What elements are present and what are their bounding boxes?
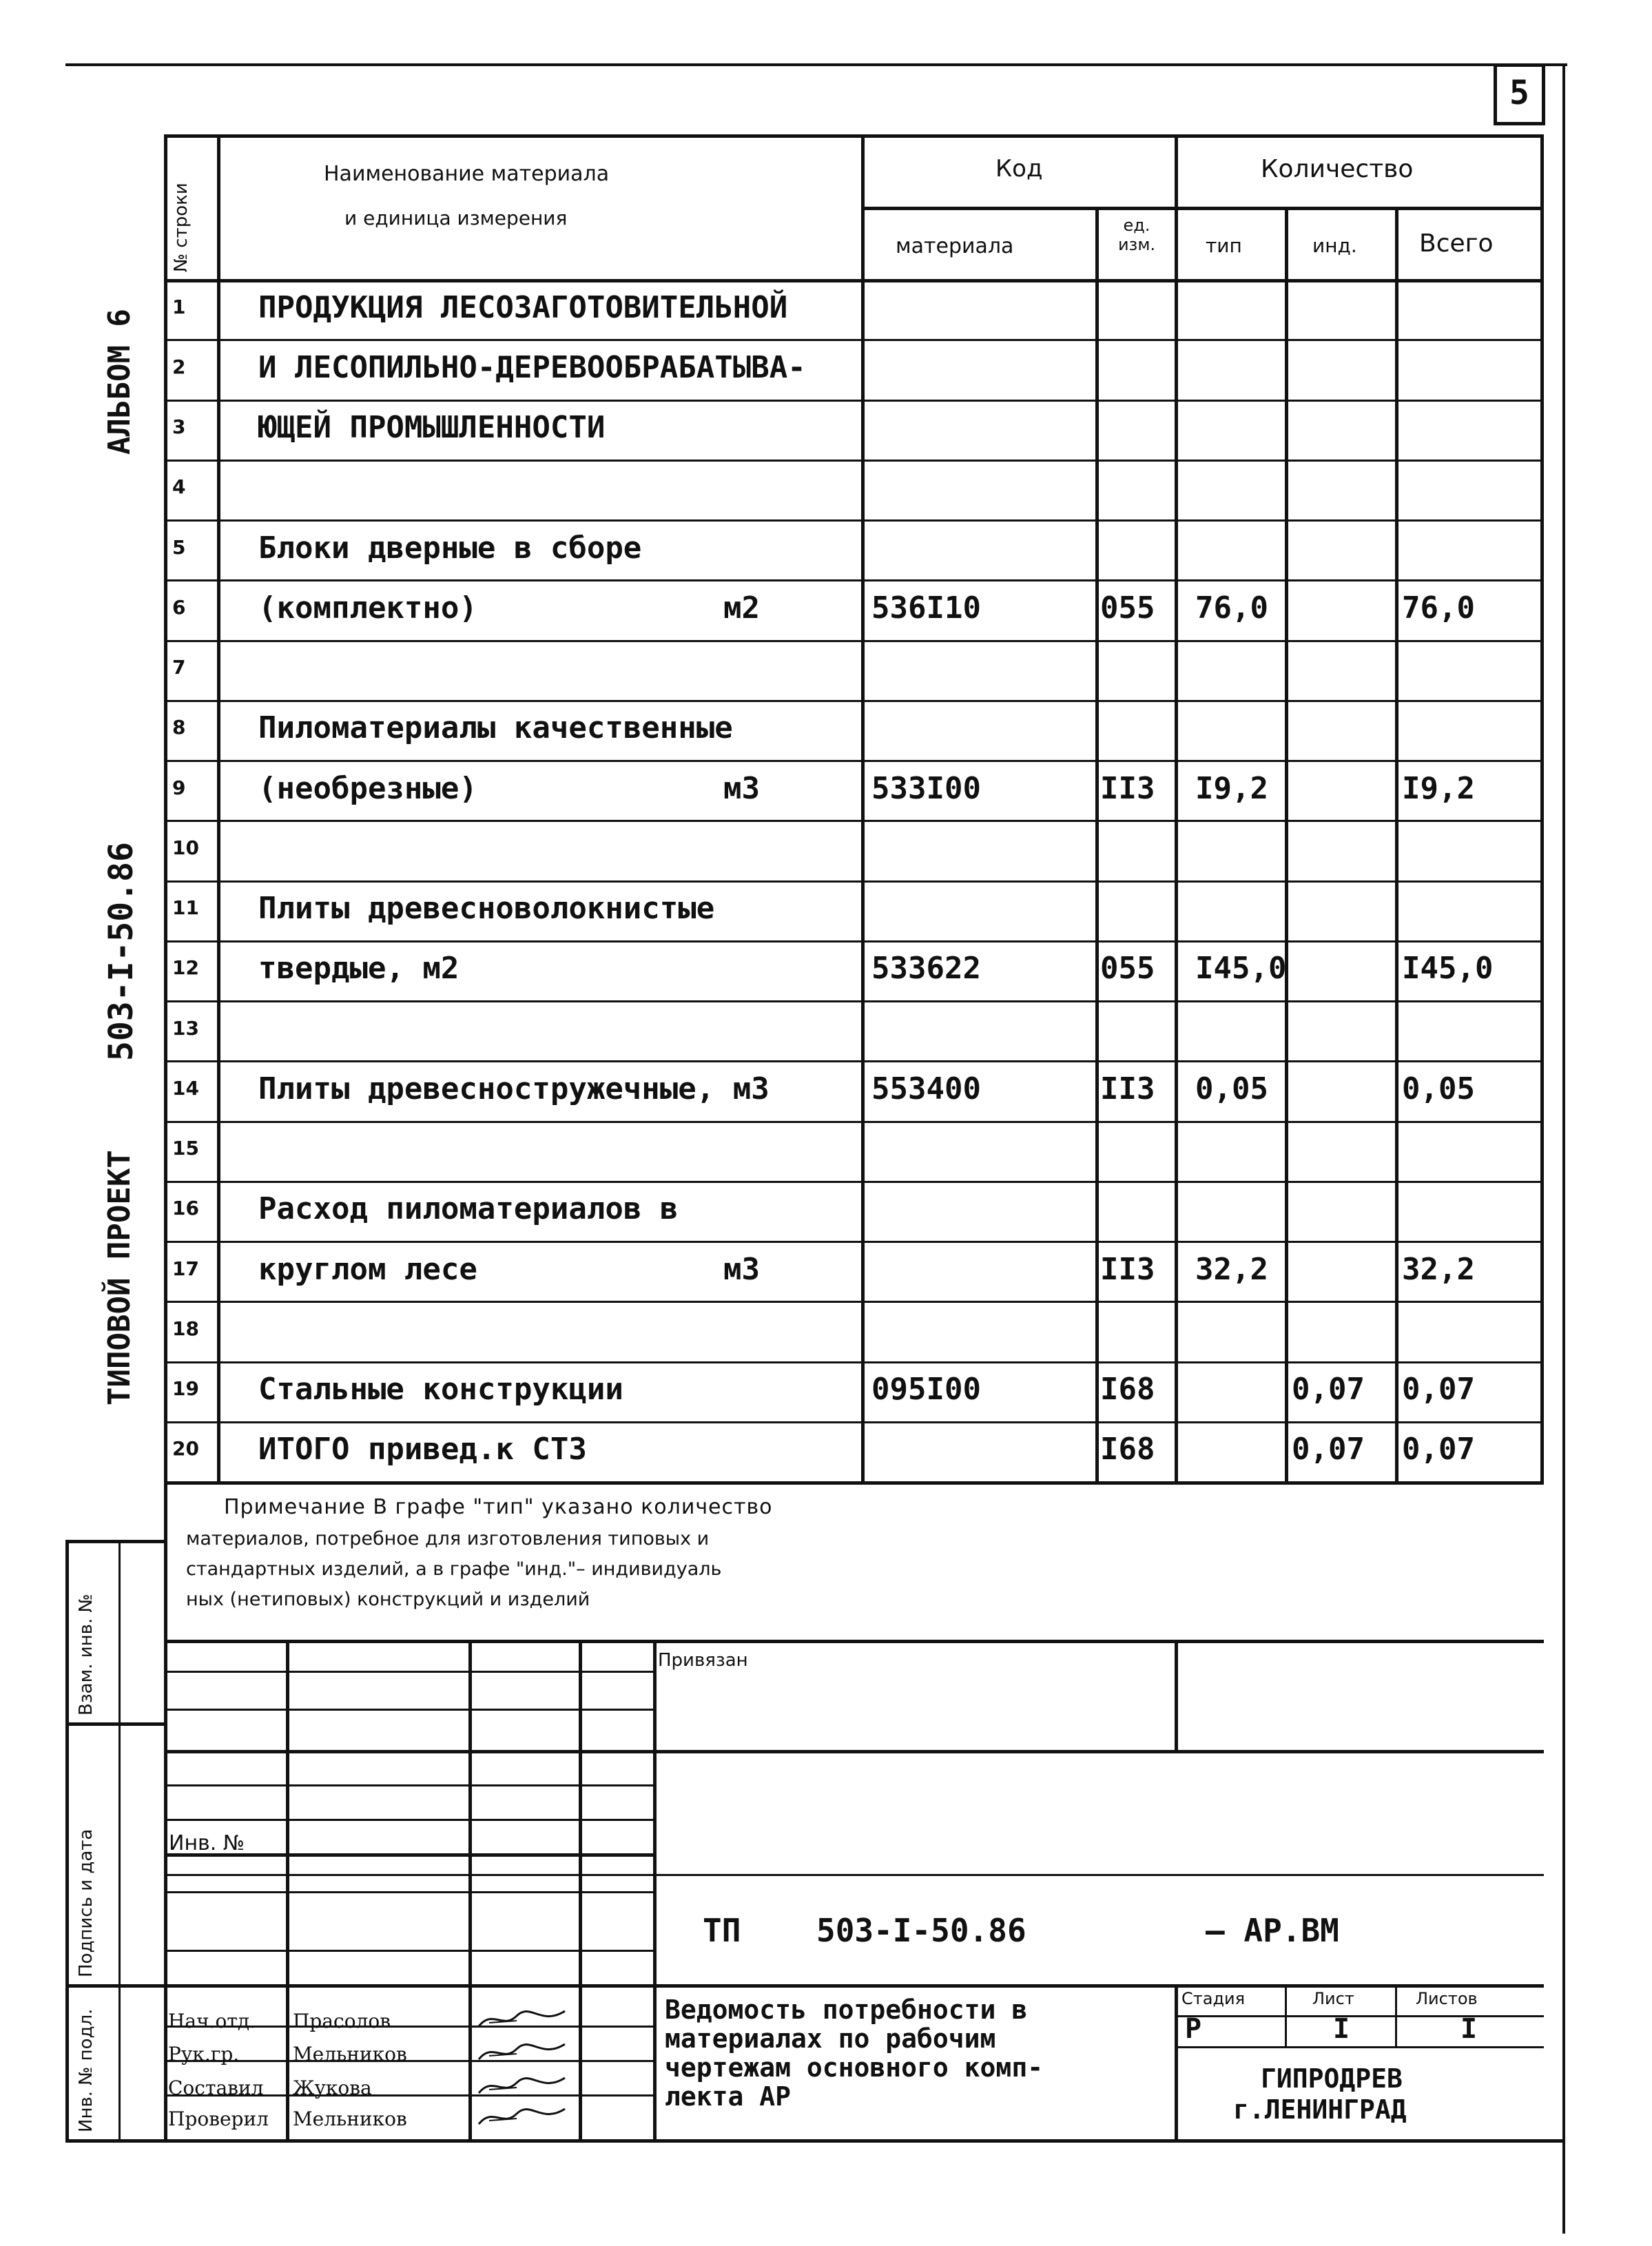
- cell-n: 8: [172, 716, 186, 739]
- doc-code-number: 503-I-50.86: [816, 1912, 1026, 1949]
- cell-code: 533I00: [871, 771, 981, 806]
- cell-n: 15: [172, 1137, 199, 1160]
- list-label: Лист: [1312, 1989, 1354, 2008]
- cell-typ: 32,2: [1195, 1252, 1268, 1287]
- inv-orig-label: Инв. № подл.: [76, 2008, 96, 2132]
- signatory-role: Нач.отд.: [168, 2010, 256, 2032]
- signature-mark: [475, 2006, 572, 2036]
- cell-typ: 76,0: [1195, 590, 1268, 626]
- page-number-box: [1494, 63, 1545, 125]
- stamp-rule-4: [164, 1984, 1544, 1988]
- stamp-col-1: [286, 1640, 289, 2143]
- cell-n: 11: [172, 896, 199, 919]
- cell-n: 4: [172, 475, 186, 498]
- row-number-header: № строки: [171, 183, 192, 272]
- cell-unit: м3: [723, 1252, 760, 1287]
- privyazan-label: Привязан: [658, 1650, 748, 1671]
- note-line-4: ных (нетиповых) конструкций и изделий: [186, 1589, 590, 1610]
- project-type-label: ТИПОВОЙ ПРОЕКТ: [102, 1150, 137, 1405]
- cell-ucode: 055: [1100, 590, 1155, 626]
- cell-typ: I45,0: [1195, 951, 1287, 986]
- cell-name: (необрезные): [258, 771, 477, 806]
- cell-n: 18: [172, 1317, 199, 1340]
- project-code-label: 503-I-50.86: [102, 842, 141, 1061]
- header-mid-rule: [861, 207, 1544, 210]
- stamp-stadia-col-2: [1395, 1984, 1397, 2046]
- stamp-rule-2: [164, 1750, 1544, 1753]
- inv-no-label: Инв. №: [169, 1831, 245, 1855]
- cell-n: 13: [172, 1017, 199, 1040]
- table-bottom-rule: [164, 1481, 1544, 1485]
- code-unit-header: ед. изм.: [1117, 216, 1156, 254]
- cell-name: ЮЩЕЙ ПРОМЫШЛЕННОСТИ: [258, 410, 606, 445]
- col-sep-ind: [1395, 207, 1398, 1485]
- row-rule: [164, 460, 1544, 462]
- cell-name: Стальные конструкции: [258, 1372, 623, 1407]
- cell-n: 1: [172, 296, 186, 318]
- signatory-name: Жукова: [293, 2077, 372, 2099]
- side-left-border: [65, 1540, 69, 2143]
- cell-n: 16: [172, 1197, 199, 1219]
- code-material-header: материала: [896, 234, 1014, 258]
- cell-name: (комплектно): [258, 590, 477, 626]
- side-sep1: [65, 1722, 165, 1726]
- cell-total: 0,07: [1402, 1372, 1475, 1407]
- stamp-col-3: [579, 1640, 582, 2143]
- cell-n: 14: [172, 1077, 199, 1100]
- sign-date-label: Подпись и дата: [76, 1828, 96, 1977]
- cell-code: 553400: [871, 1071, 981, 1106]
- row-rule: [164, 1181, 1544, 1183]
- cell-name: Блоки дверные в сборе: [258, 530, 642, 566]
- cell-ind: 0,07: [1292, 1432, 1365, 1467]
- cell-name: Плиты древесностружечные, м3: [258, 1071, 770, 1106]
- doc-code-tp: ТП: [703, 1912, 741, 1949]
- cell-ucode: II3: [1100, 771, 1155, 806]
- cell-total: 0,07: [1402, 1432, 1475, 1467]
- col-sep-typ: [1285, 207, 1288, 1485]
- row-rule: [164, 339, 1544, 341]
- cell-typ: I9,2: [1195, 771, 1268, 806]
- side-top: [65, 1540, 165, 1543]
- signature-mark: [475, 2039, 572, 2069]
- org-city: г.ЛЕНИНГРАД: [1233, 2094, 1407, 2125]
- row-rule: [164, 1121, 1544, 1123]
- qty-ind-header: инд.: [1312, 234, 1357, 257]
- note-line-1: Примечание В графе "тип" указано количество: [224, 1495, 773, 1519]
- col-sep-unit: [1175, 134, 1178, 1485]
- signature-mark: [475, 2103, 572, 2134]
- cell-name: Расход пиломатериалов в: [258, 1191, 679, 1226]
- cell-name: ПРОДУКЦИЯ ЛЕСОЗАГОТОВИТЕЛЬНОЙ: [258, 290, 788, 325]
- stamp-stadia-rule-1: [1175, 2015, 1544, 2017]
- stamp-bottom-rule: [65, 2139, 1564, 2143]
- stadia-value: Р: [1185, 2013, 1202, 2045]
- cell-typ: 0,05: [1195, 1071, 1268, 1106]
- row-rule: [164, 519, 1544, 522]
- signatory-role: Рук.гр.: [168, 2043, 240, 2065]
- cell-code: 095I00: [871, 1372, 981, 1407]
- code-header: Код: [995, 155, 1043, 183]
- cell-total: 32,2: [1402, 1252, 1475, 1287]
- list-value: I: [1333, 2013, 1350, 2045]
- row-rule: [164, 700, 1544, 702]
- row-rule: [164, 1421, 1544, 1423]
- note-line-3: стандартных изделий, а в графе "инд."– индивидуаль: [186, 1558, 722, 1580]
- signatory-name: Мельников: [293, 2043, 407, 2065]
- stamp-col-4: [653, 1640, 657, 2143]
- cell-code: 533622: [871, 951, 981, 986]
- cell-n: 19: [172, 1377, 199, 1400]
- cell-unit: м2: [723, 590, 760, 626]
- listov-value: I: [1460, 2013, 1478, 2045]
- inv-replace-label: Взам. инв. №: [76, 1594, 96, 1716]
- col-sep-code: [1095, 207, 1099, 1485]
- cell-n: 10: [172, 836, 199, 859]
- cell-total: 0,05: [1402, 1071, 1475, 1106]
- top-rule: [65, 63, 1567, 66]
- row-rule: [164, 820, 1544, 822]
- page-number: 5: [1509, 74, 1529, 112]
- cell-total: I9,2: [1402, 771, 1475, 806]
- cell-n: 3: [172, 415, 186, 438]
- signature-mark: [475, 2072, 572, 2103]
- stamp-rule-1: [164, 1640, 1544, 1643]
- cell-ucode: I68: [1100, 1432, 1155, 1467]
- stamp-stadia-col-1: [1285, 1984, 1287, 2046]
- cell-name: ИТОГО привед.к СТ3: [258, 1432, 587, 1467]
- doc-title-line-1: Ведомость потребности в: [665, 1995, 1028, 2025]
- cell-ind: 0,07: [1292, 1372, 1365, 1407]
- stamp-left-border: [164, 1481, 167, 2143]
- cell-n: 12: [172, 956, 199, 979]
- cell-unit: м3: [723, 771, 760, 806]
- cell-n: 20: [172, 1437, 199, 1460]
- row-rule: [164, 1301, 1544, 1303]
- row-rule: [164, 579, 1544, 581]
- header-bottom-rule: [164, 279, 1544, 282]
- cell-ucode: 055: [1100, 951, 1155, 986]
- cell-total: 76,0: [1402, 590, 1475, 626]
- cell-ucode: II3: [1100, 1252, 1155, 1287]
- listov-label: Листов: [1416, 1989, 1478, 2008]
- row-rule: [164, 1000, 1544, 1002]
- doc-title-line-2: материалах по рабочим: [665, 2023, 996, 2054]
- cell-n: 2: [172, 356, 186, 378]
- side-sep2: [65, 1984, 165, 1988]
- qty-type-header: тип: [1206, 234, 1242, 257]
- col-sep-num: [217, 134, 220, 1485]
- row-rule: [164, 1060, 1544, 1062]
- row-rule: [164, 940, 1544, 942]
- cell-n: 7: [172, 656, 186, 679]
- row-rule: [164, 400, 1544, 402]
- name-header-line2: и единица измерения: [344, 207, 568, 229]
- cell-total: I45,0: [1402, 951, 1494, 986]
- signatory-role: Составил: [168, 2077, 264, 2099]
- row-rule: [164, 1241, 1544, 1243]
- doc-title-line-4: лекта АР: [665, 2081, 792, 2112]
- signatory-name: Прасолов: [293, 2010, 391, 2032]
- album-label: АЛЬБОМ 6: [102, 309, 137, 455]
- cell-name: Плиты древесноволокнистые: [258, 891, 715, 926]
- stamp-col-6: [1175, 1984, 1178, 2143]
- cell-n: 5: [172, 536, 186, 559]
- signatory-role: Проверил: [168, 2108, 269, 2130]
- cell-n: 17: [172, 1257, 199, 1280]
- qty-total-header: Всего: [1419, 229, 1494, 258]
- cell-name: твердые, м2: [258, 951, 460, 986]
- cell-n: 6: [172, 596, 186, 619]
- stamp-col-2: [468, 1640, 472, 2143]
- doc-code-suffix: – АР.ВМ: [1206, 1912, 1339, 1949]
- row-rule: [164, 1361, 1544, 1363]
- stamp-rule-5: [164, 1874, 1544, 1876]
- cell-code: 536I10: [871, 590, 981, 626]
- stadia-label: Стадия: [1181, 1989, 1246, 2008]
- quantity-header: Количество: [1261, 155, 1414, 183]
- cell-ucode: I68: [1100, 1372, 1155, 1407]
- cell-n: 9: [172, 776, 186, 799]
- note-line-2: материалов, потребное для изготовления типовых и: [186, 1528, 710, 1549]
- row-rule: [164, 760, 1544, 762]
- cell-name: И ЛЕСОПИЛЬНО-ДЕРЕВООБРАБАТЫВА-: [258, 350, 806, 385]
- row-rule: [164, 880, 1544, 883]
- stamp-stadia-rule-2: [1175, 2046, 1544, 2048]
- cell-name: круглом лесе: [258, 1252, 477, 1287]
- org-name: ГИПРОДРЕВ: [1261, 2063, 1403, 2094]
- row-rule: [164, 640, 1544, 642]
- cell-name: Пиломатериалы качественные: [258, 710, 733, 745]
- col-sep-name: [861, 134, 865, 1485]
- stamp-col-5: [1175, 1640, 1178, 1750]
- right-border: [1562, 63, 1565, 2234]
- stamp-side-border: [118, 1540, 121, 2143]
- cell-ucode: II3: [1100, 1071, 1155, 1106]
- doc-title-line-3: чертежам основного комп-: [665, 2052, 1044, 2083]
- name-header-line1: Наименование материала: [324, 162, 610, 186]
- signatory-name: Мельников: [293, 2108, 407, 2130]
